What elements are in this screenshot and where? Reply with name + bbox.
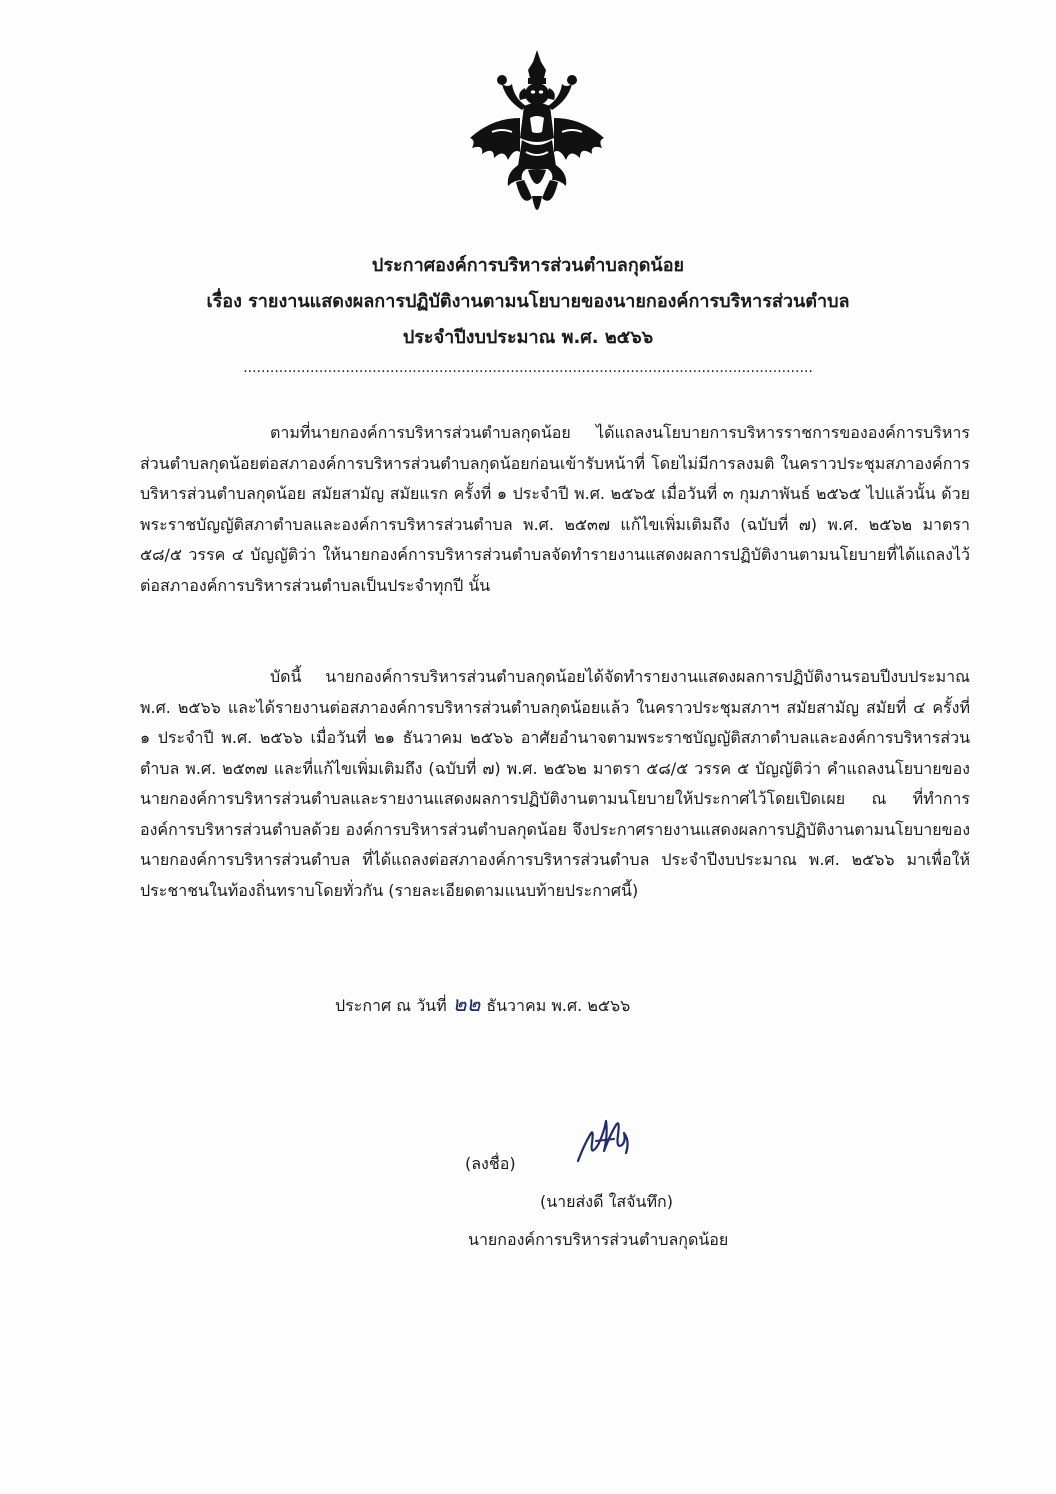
handwritten-day: ๒๒ — [452, 992, 481, 1016]
signer-position: นายกองค์การบริหารส่วนตำบลกุดน้อย — [468, 1230, 729, 1249]
title-separator: ................................................................................................................................ — [243, 360, 813, 376]
sign-label: (ลงชื่อ) — [465, 1154, 516, 1173]
body-paragraph-2: บัดนี้ นายกองค์การบริหารส่วนตำบลกุดน้อยได้จัดทำรายงานแสดงผลการปฏิบัติงานรอบปีงบประมาณ พ.ศ. ๒๕๖๖ และได้รายงานต่อสภาองค์การบริหารส่วนตำบลกุดน้อยแล้ว ในคราวประชุมสภาฯ สมัยสามัญ สมัยที่ ๔ ครั้งที่ ๑ ประจำปี พ.ศ. ๒๕๖๖ เมื่อวันที่ ๒๑ ธันวาคม ๒๕๖๖ อาศัยอำนาจตามพระราชบัญญัติสภาตำบลและองค์การบริหารส่วนตำบล พ.ศ. ๒๕๓๗ และที่แก้ไขเพิ่มเติมถึง (ฉบับที่ ๗) พ.ศ. ๒๕๖๒ มาตรา ๕๘/๕ วรรค ๕ บัญญัติว่า คำแถลงนโยบายของนายกองค์การบริหารส่วนตำบลและรายงานแสดงผลการปฏิบัติงานตามนโยบายให้ประกาศไว้โดยเปิดเผย ณ ที่ทำการองค์การบริหารส่วนตำบลด้วย องค์การบริหารส่วนตำบลกุดน้อย จึงประกาศรายงานแสดงผลการปฏิบัติงานตามนโยบายของนายกองค์การบริหารส่วนตำบล ที่ได้แถลงต่อสภาองค์การบริหารส่วนตำบล ประจำปีงบประมาณ พ.ศ. ๒๕๖๖ มาเพื่อให้ประชาชนในท้องถิ่นทราบโดยทั่วกัน (รายละเอียดตามแนบท้ายประกาศนี้) — [140, 667, 971, 900]
document-fiscal-year: ประจำปีงบประมาณ พ.ศ. ๒๕๖๖ — [402, 327, 654, 348]
document-subject: เรื่อง รายงานแสดงผลการปฏิบัติงานตามนโยบายของนายกองค์การบริหารส่วนตำบล — [206, 291, 850, 312]
garuda-emblem-icon — [462, 48, 612, 224]
handwritten-signature-icon — [570, 1105, 640, 1175]
document-title: ประกาศองค์การบริหารส่วนตำบลกุดน้อย — [371, 255, 685, 276]
body-paragraph-1: ตามที่นายกองค์การบริหารส่วนตำบลกุดน้อย ได้แถลงนโยบายการบริหารราชการขององค์การบริหารส่วนตำบลกุดน้อยต่อสภาองค์การบริหารส่วนตำบลกุดน้อยก่อนเข้ารับหน้าที่ โดยไม่มีการลงมติ ในคราวประชุมสภาองค์การบริหารส่วนตำบลกุดน้อย สมัยสามัญ สมัยแรก ครั้งที่ ๑ ประจำปี พ.ศ. ๒๕๖๕ เมื่อวันที่ ๓ กุมภาพันธ์ ๒๕๖๕ ไปแล้วนั้น ด้วยพระราชบัญญัติสภาตำบลและองค์การบริหารส่วนตำบล พ.ศ. ๒๕๓๗ แก้ไขเพิ่มเติมถึง (ฉบับที่ ๗) พ.ศ. ๒๕๖๒ มาตรา ๕๘/๕ วรรค ๔ บัญญัติว่า ให้นายกองค์การบริหารส่วนตำบลจัดทำรายงานแสดงผลการปฏิบัติงานตามนโยบายที่ได้แถลงไว้ต่อสภาองค์การบริหารส่วนตำบลเป็นประจำทุกปี นั้น — [140, 423, 971, 595]
announcement-date-line — [335, 986, 630, 1024]
announcement-month-year: ธันวาคม พ.ศ. ๒๕๖๖ — [486, 996, 631, 1015]
announcement-prefix: ประกาศ ณ วันที่ — [335, 996, 447, 1015]
signer-name: (นายส่งดี ใสจันทึก) — [540, 1192, 673, 1211]
